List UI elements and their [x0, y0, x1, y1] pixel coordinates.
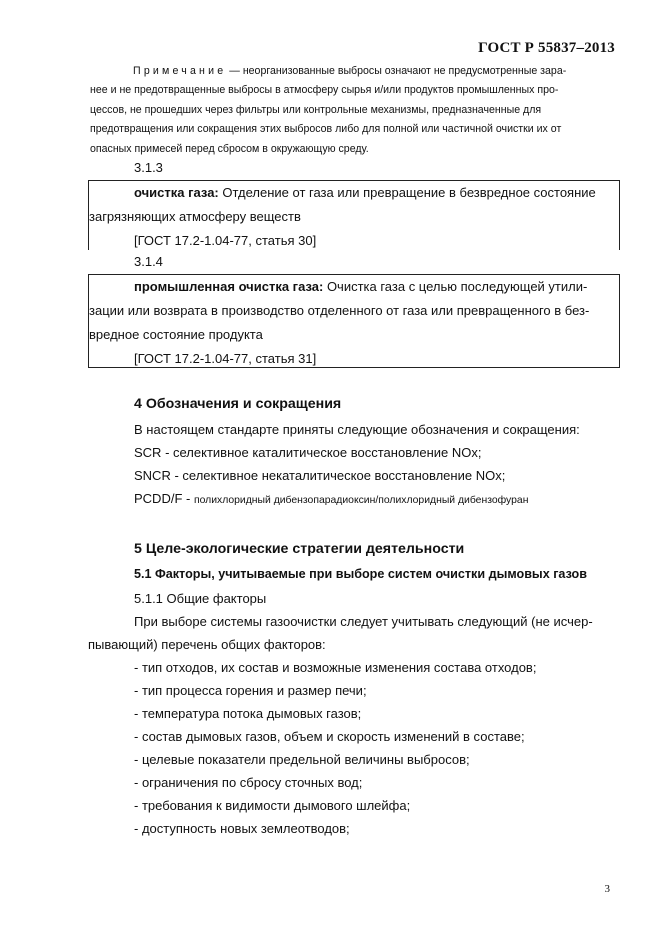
abbr-item: SNCR - селективное некаталитическое восстановление NOx;: [134, 468, 506, 483]
para-line: При выборе системы газоочистки следует учитывать следующий (не исчер-: [134, 614, 593, 629]
list-item: - тип отходов, их состав и возможные изменения состава отходов;: [134, 660, 537, 675]
list-item: - тип процесса горения и размер печи;: [134, 683, 367, 698]
term-line: загрязняющих атмосферу веществ: [89, 209, 301, 224]
section-5-paragraph: [88, 610, 614, 656]
term-source: [ГОСТ 17.2-1.04-77, статья 30]: [134, 233, 317, 248]
term-source: [ГОСТ 17.2-1.04-77, статья 31]: [134, 351, 317, 366]
note-line-5: опасных примесей перед сбросом в окружающую среду.: [90, 142, 369, 155]
term-name: промышленная очистка газа:: [134, 279, 324, 294]
list-item: - ограничения по сбросу сточных вод;: [134, 775, 363, 790]
term-number-3-1-3: 3.1.3: [134, 160, 163, 175]
list-item: - доступность новых землеотводов;: [134, 821, 350, 836]
section-4-list: [134, 418, 580, 512]
note-block: [90, 62, 608, 159]
note-line-4: предотвращения или сокращения этих выбросов либо для полной или частичной очистки их от: [90, 123, 562, 136]
term-box-industrial-gas-cleaning: [88, 274, 620, 368]
term-line: промышленная очистка газа: Очистка газа с целью последующей утили-: [134, 279, 588, 294]
note-line-1: Примечание — неорганизованные выбросы означают не предусмотренные зара-: [133, 65, 567, 77]
term-line: вредное состояние продукта: [89, 327, 263, 342]
page-number: 3: [604, 883, 610, 895]
section-5-1-title: 5.1 Факторы, учитываемые при выборе систем очистки дымовых газов: [134, 567, 587, 581]
term-name: очистка газа:: [134, 185, 219, 200]
section-5-1-1-title: 5.1.1 Общие факторы: [134, 591, 267, 606]
term-line: зации или возврата в производство отделенного от газа или превращенного в без-: [89, 303, 590, 318]
term-box-gas-cleaning: [88, 180, 620, 250]
section-4-intro: В настоящем стандарте приняты следующие обозначения и сокращения:: [134, 422, 580, 437]
term-line: очистка газа: Отделение от газа или превращение в безвредное состояние: [134, 185, 596, 200]
list-item: - целевые показатели предельной величины выбросов;: [134, 752, 470, 767]
term-number-3-1-4: 3.1.4: [134, 254, 163, 269]
note-line-2: нее и не предотвращенные выбросы в атмосферу сырья и/или продуктов промышленных про-: [90, 84, 559, 97]
abbr-item: SCR - селективное каталитическое восстановление NOx;: [134, 445, 482, 460]
section-5-title: 5 Целе-экологические стратегии деятельности: [134, 541, 465, 557]
list-item: - температура потока дымовых газов;: [134, 706, 362, 721]
section-4-title: 4 Обозначения и сокращения: [134, 396, 342, 412]
document-header: ГОСТ Р 55837–2013: [478, 40, 615, 56]
note-line-3: цессов, не прошедших через фильтры или контрольные механизмы, предназначенные для: [90, 103, 542, 116]
factors-list: [134, 656, 536, 840]
abbr-item: PCDD/F - полихлоридный дибензопарадиоксин/полихлоридный дибензофуран: [134, 491, 529, 506]
para-line: пывающий) перечень общих факторов:: [88, 637, 326, 652]
list-item: - состав дымовых газов, объем и скорость изменений в составе;: [134, 729, 525, 744]
list-item: - требования к видимости дымового шлейфа;: [134, 798, 411, 813]
note-label: Примечание: [133, 65, 227, 77]
